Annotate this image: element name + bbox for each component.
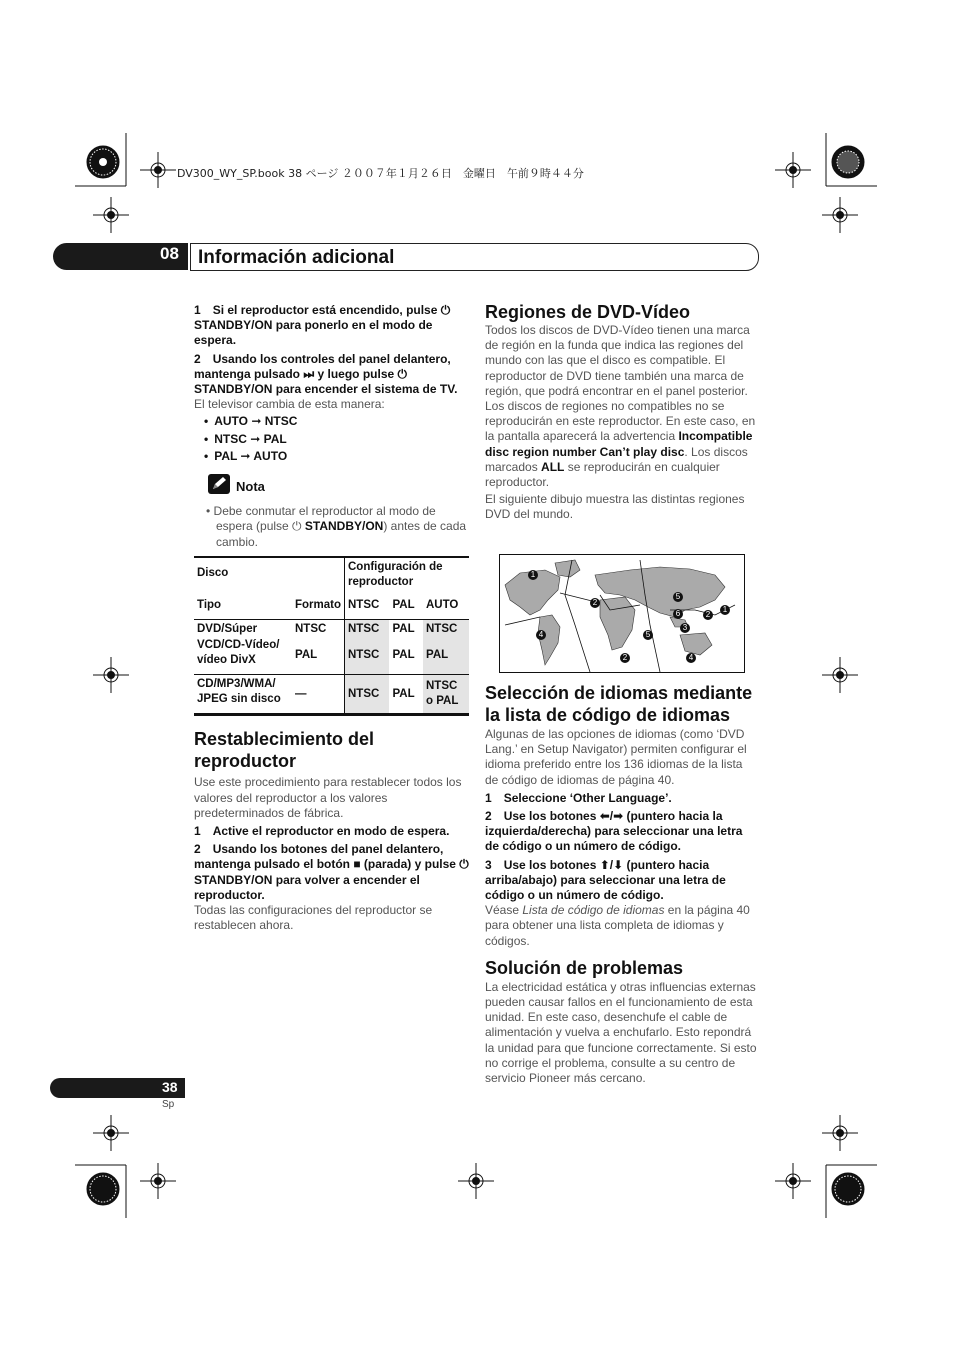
cell-auto: NTSC o PAL (423, 675, 469, 715)
region-label-5: 5 (643, 630, 653, 640)
list-item: • PAL ➞ AUTO (204, 449, 469, 464)
header-config: Configuración de reproductor (345, 557, 470, 592)
language-step-1: 1 Seleccione ‘Other Language’. (485, 790, 672, 805)
cell-tipo: DVD/Súper VCD/CD-Vídeo/ vídeo DivX (197, 623, 280, 666)
note-title: Nota (236, 478, 265, 494)
chapter-number: 08 (160, 244, 179, 263)
cell-auto: PAL (423, 642, 469, 674)
troubleshooting-text: La electricidad estática y otras influencias externas pueden causar fallos en el funcionamiento de esta unidad. En este caso, desenchufe el cable de alimentación y vuelva a enchufarlo. Esto repondrá la unidad para que funcione correctamente. Si esto no corrige el problema, consulte a su centro de servicio Pioneer más cercano. (485, 979, 757, 1086)
page-number: 38 (162, 1079, 178, 1095)
right-column-lower (485, 682, 757, 1086)
header-pal: PAL (392, 599, 415, 612)
cell-auto: NTSC (423, 620, 469, 643)
header-tipo: Tipo (197, 599, 222, 612)
reset-step-2: 2 Usando los botones del panel delantero, mantenga pulsado el botón ■ (parada) y pulse ⏻ STANDBY/ON para volver a encender el reproductor. (194, 842, 469, 902)
cell-pal: PAL (392, 687, 415, 700)
language-heading: Selección de idiomas mediante la lista de código de idiomas (485, 683, 753, 725)
tv-changes-text: El televisor cambia de esta manera: (194, 397, 385, 412)
cell-formato: NTSC (295, 623, 327, 636)
language-step-3: 3 Use los botones ⬆/⬇ (puntero hacia arriba/abajo) para seleccionar una letra de código o un número de código. (485, 857, 726, 903)
cell-tipo: CD/MP3/WMA/ JPEG sin disco (197, 678, 281, 706)
cell-ntsc: NTSC (345, 675, 390, 715)
region-label-2: 2 (590, 598, 600, 608)
header-disco: Disco (197, 566, 229, 579)
dvd-region-map (499, 554, 745, 673)
left-column (194, 303, 469, 934)
tv-system-table (194, 556, 469, 717)
table-subheader-row (194, 592, 469, 620)
region-label-1: 1 (528, 570, 538, 580)
regions-map-caption: El siguiente dibujo muestra las distintas regiones DVD del mundo. (485, 492, 745, 522)
region-label-6: 6 (673, 609, 683, 619)
region-label-4: 4 (686, 653, 696, 663)
header-auto: AUTO (426, 599, 459, 612)
note-text: • Debe conmutar el reproductor al modo de espera (pulse ⏻ STANDBY/ON) antes de cada cambio. (206, 504, 467, 549)
step-1: 1 Si el reproductor está encendido, pulse ⏻ STANDBY/ON para ponerlo en el modo de espera. (194, 303, 451, 348)
language-intro: Algunas de las opciones de idiomas (como ‘DVD Lang.’ en Setup Navigator) permiten configurar el idioma preferido entre los 136 idiomas de la lista de código de idiomas de página 40. (485, 727, 747, 787)
region-label-2: 2 (703, 610, 713, 620)
list-item: • NTSC ➞ PAL (204, 432, 469, 447)
step-2: 2 Usando los controles del panel delantero, mantenga pulsado ⏭ y luego pulse ⏻ STANDBY/ON para encender el sistema de TV. (194, 351, 458, 397)
region-label-3: 3 (680, 623, 690, 633)
mode-sequence-list (194, 414, 469, 464)
header-formato: Formato (295, 599, 341, 612)
reset-intro: Use este procedimiento para restablecer todos los valores del reproductor a los valores predeterminados de fábrica. (194, 775, 462, 820)
chapter-title: Información adicional (198, 247, 395, 268)
troubleshooting-heading: Solución de problemas (485, 957, 684, 978)
reset-outro: Todas las configuraciones del reproductor se restablecen ahora. (194, 903, 433, 933)
cell-ntsc: NTSC (345, 620, 390, 643)
regions-heading: Regiones de DVD-Vídeo (485, 302, 691, 322)
region-label-4: 4 (536, 630, 546, 640)
cell-formato: — (295, 687, 307, 700)
cell-pal: PAL (392, 649, 415, 662)
header-ntsc: NTSC (345, 592, 390, 620)
list-item: • AUTO ➞ NTSC (204, 414, 469, 429)
table-header-row (194, 557, 469, 592)
language-step-2: 2 Use los botones ⬅/➡ (puntero hacia la izquierda/derecha) para seleccionar una letra de código o un número de código. (485, 809, 743, 854)
region-label-2: 2 (620, 653, 630, 663)
right-column (485, 301, 757, 523)
region-label-1: 1 (720, 605, 730, 615)
reset-heading: Restablecimiento del reproductor (194, 729, 375, 772)
pencil-icon (208, 474, 230, 498)
cell-pal: PAL (392, 623, 415, 636)
table-row (194, 675, 469, 715)
cell-ntsc: NTSC (345, 642, 390, 674)
regions-text: Todos los discos de DVD-Vídeo tienen una marca de región en la funda que indica las regiones del mundo con las que el disco es compatible. El reproductor de DVD tiene también una marca de región, que podrá encontrar en el panel posterior. Los discos de regiones no compatibles no se reproducirán en este reproductor. En este caso, en la pantalla aparecerá la advertencia Incompatible disc region number Can’t play disc. Los discos marcados ALL se reproducirán en cualquier reproductor. (485, 323, 756, 490)
note-block (194, 474, 469, 550)
reset-step-1: 1 Active el reproductor en modo de espera. (194, 824, 450, 839)
page-language: Sp (162, 1099, 175, 1110)
table-row (194, 620, 469, 643)
cell-formato: PAL (295, 649, 318, 662)
file-info: DV300_WY_SP.book 38 ページ ２００７年１月２６日 金曜日 午前９時４４分 (177, 167, 584, 180)
region-label-5: 5 (673, 592, 683, 602)
language-see-also: Véase Lista de código de idiomas en la página 40 para obtener una lista completa de idiomas y códigos. (485, 903, 750, 948)
